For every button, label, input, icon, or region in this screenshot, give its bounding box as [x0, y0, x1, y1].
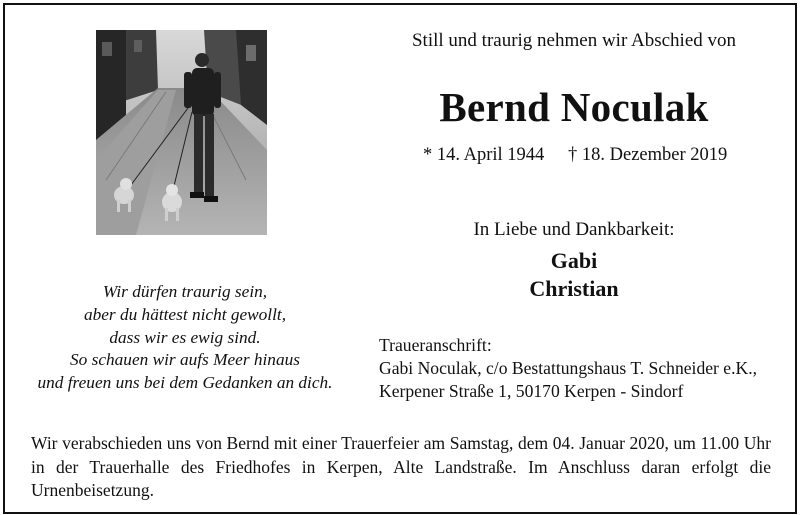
death-date: † 18. Dezember 2019: [568, 145, 728, 165]
poem-line: aber du hättest nicht gewollt,: [83, 304, 287, 324]
poem-line: Wir dürfen traurig sein,: [102, 282, 268, 301]
deceased-name: Bernd Noculak: [439, 84, 709, 130]
birth-date: * 14. April 1944: [423, 145, 545, 165]
mourner-name: Christian: [529, 276, 619, 301]
address-line: Gabi Noculak, c/o Bestattungshaus T. Schneider e.K.,: [379, 358, 758, 378]
mourning-address: [379, 334, 757, 403]
address-heading: Traueranschrift:: [379, 335, 492, 355]
portrait-photo-icon: [96, 30, 267, 235]
mourner-name: Gabi: [550, 248, 598, 273]
intro-text: Still und traurig nehmen wir Abschied von: [411, 30, 736, 51]
mourners-heading: In Liebe und Dankbarkeit:: [473, 219, 675, 240]
poem-line: dass wir es ewig sind.: [109, 327, 261, 347]
portrait-photo: [96, 30, 267, 235]
address-line: Kerpener Straße 1, 50170 Kerpen - Sindorf: [379, 381, 684, 401]
poem-line: So schauen wir aufs Meer hinaus: [70, 350, 300, 370]
poem: [20, 281, 350, 395]
poem-line: und freuen uns bei dem Gedanken an dich.: [37, 373, 333, 393]
funeral-notice: Wir verabschieden uns von Bernd mit einer Trauerfeier am Samstag, dem 04. Januar 2020, um 11.00 Uhr in der Trauerhalle des Friedhofes in Kerpen, Alte Landstraße. Im Anschluss daran erfolgt die Urnenbeisetzung.: [31, 433, 771, 500]
